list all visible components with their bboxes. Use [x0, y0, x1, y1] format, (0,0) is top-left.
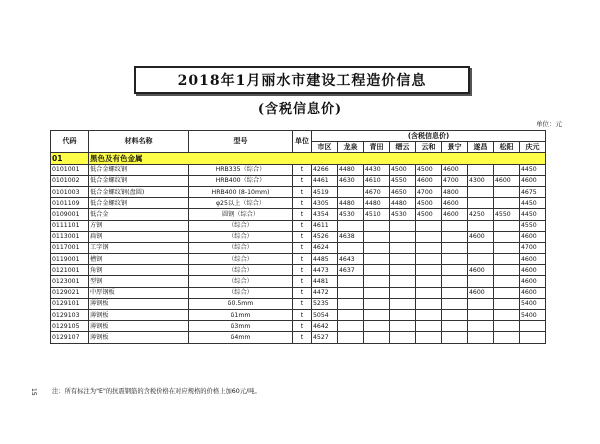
row-code: 0129021	[51, 287, 89, 298]
header-region: 景宁	[442, 142, 468, 153]
price-cell	[468, 242, 494, 253]
row-spec: （综合）	[189, 231, 293, 242]
row-unit: t	[293, 310, 312, 321]
price-cell	[468, 254, 494, 265]
row-spec: （综合）	[189, 220, 293, 231]
row-spec: （综合）	[189, 242, 293, 253]
row-code: 0101109	[51, 198, 89, 209]
price-cell	[364, 276, 390, 287]
price-cell	[494, 276, 520, 287]
price-cell	[416, 254, 442, 265]
row-spec: 圆钢（综合）	[189, 209, 293, 220]
row-material-name: 低合金	[89, 209, 189, 220]
price-cell	[338, 287, 364, 298]
price-cell	[442, 276, 468, 287]
price-cell: 4600	[520, 287, 546, 298]
price-cell	[442, 265, 468, 276]
price-cell: 4550	[494, 209, 520, 220]
price-cell: 4700	[520, 242, 546, 253]
header-region: 云和	[416, 142, 442, 153]
price-cell: 4473	[312, 265, 338, 276]
price-cell: 4550	[390, 175, 416, 186]
price-cell: 4500	[416, 209, 442, 220]
price-cell	[468, 198, 494, 209]
table-row	[51, 220, 546, 231]
row-unit: t	[293, 198, 312, 209]
price-cell	[442, 332, 468, 343]
price-cell	[390, 310, 416, 321]
price-cell	[494, 242, 520, 253]
price-cell	[468, 276, 494, 287]
row-unit: t	[293, 287, 312, 298]
price-cell: 4700	[416, 186, 442, 197]
price-cell	[416, 276, 442, 287]
price-cell: 4642	[312, 321, 338, 332]
row-code: 0101001	[51, 164, 89, 175]
price-cell	[494, 254, 520, 265]
row-unit: t	[293, 186, 312, 197]
row-material-name: 低合金螺纹钢	[89, 175, 189, 186]
row-unit: t	[293, 175, 312, 186]
footnote: 注：所有标注为"E"的抗震钢筋的含税价格在对应规格的价格上加60元/吨。	[52, 388, 261, 395]
price-cell: 4530	[338, 209, 364, 220]
price-cell	[364, 265, 390, 276]
price-cell	[390, 276, 416, 287]
table-row	[51, 310, 546, 321]
row-material-name: 型钢	[89, 276, 189, 287]
price-cell	[390, 321, 416, 332]
price-cell: 4800	[442, 186, 468, 197]
price-cell: 4675	[520, 186, 546, 197]
header-row-1	[51, 131, 546, 142]
row-material-name: 薄钢板	[89, 332, 189, 343]
price-cell	[364, 310, 390, 321]
price-cell: 4643	[338, 254, 364, 265]
header-price-group: (含税信息价)	[312, 131, 546, 142]
price-cell	[494, 332, 520, 343]
header-region: 缙云	[390, 142, 416, 153]
price-cell	[494, 265, 520, 276]
price-cell	[520, 332, 546, 343]
price-cell: 4600	[520, 254, 546, 265]
price-cell: 4650	[390, 186, 416, 197]
row-unit: t	[293, 209, 312, 220]
row-code: 0129101	[51, 298, 89, 309]
table-row	[51, 321, 546, 332]
price-cell: 4500	[416, 198, 442, 209]
price-cell	[468, 186, 494, 197]
price-cell	[468, 298, 494, 309]
price-cell	[364, 298, 390, 309]
price-cell: 4550	[520, 220, 546, 231]
row-spec: δ3mm	[189, 321, 293, 332]
price-cell: 4630	[338, 175, 364, 186]
price-cell	[468, 321, 494, 332]
table-row	[51, 276, 546, 287]
price-cell	[338, 321, 364, 332]
price-cell	[416, 332, 442, 343]
price-cell	[416, 298, 442, 309]
price-cell: 4500	[416, 164, 442, 175]
price-cell	[364, 242, 390, 253]
price-cell	[468, 310, 494, 321]
row-unit: t	[293, 254, 312, 265]
price-cell	[390, 231, 416, 242]
price-cell: 4600	[442, 198, 468, 209]
price-cell	[468, 164, 494, 175]
price-cell	[494, 164, 520, 175]
price-cell: 4485	[312, 254, 338, 265]
price-cell	[494, 220, 520, 231]
price-cell: 4600	[416, 175, 442, 186]
price-cell	[364, 231, 390, 242]
price-cell: 4600	[520, 276, 546, 287]
price-cell: 4500	[390, 164, 416, 175]
price-cell: 4600	[442, 209, 468, 220]
price-cell	[416, 287, 442, 298]
price-cell: 4638	[338, 231, 364, 242]
price-cell: 4480	[390, 198, 416, 209]
price-cell: 4480	[338, 198, 364, 209]
price-cell: 4600	[468, 231, 494, 242]
header-unit: 单位	[293, 131, 312, 153]
price-cell: 5054	[312, 310, 338, 321]
unit-label: 单位：元	[536, 120, 562, 128]
header-code: 代码	[51, 131, 89, 153]
row-spec: （综合）	[189, 254, 293, 265]
price-cell	[520, 321, 546, 332]
row-unit: t	[293, 231, 312, 242]
row-spec: φ25以上（综合）	[189, 198, 293, 209]
price-cell	[468, 332, 494, 343]
price-cell	[442, 321, 468, 332]
row-material-name: 薄钢板	[89, 321, 189, 332]
row-spec: δ1mm	[189, 310, 293, 321]
price-cell: 4637	[338, 265, 364, 276]
price-cell	[364, 332, 390, 343]
header-region: 遂昌	[468, 142, 494, 153]
price-cell: 4480	[338, 164, 364, 175]
row-unit: t	[293, 242, 312, 253]
document-title	[134, 66, 470, 94]
price-cell: 4611	[312, 220, 338, 231]
row-spec: HRB335（综合）	[189, 164, 293, 175]
price-cell	[442, 242, 468, 253]
price-cell: 4527	[312, 332, 338, 343]
row-code: 0129107	[51, 332, 89, 343]
category-code: 01	[51, 153, 89, 164]
price-cell: 4354	[312, 209, 338, 220]
row-code: 0121001	[51, 265, 89, 276]
price-cell: 4700	[442, 175, 468, 186]
row-spec: δ4mm	[189, 332, 293, 343]
row-spec: （综合）	[189, 276, 293, 287]
price-cell: 4450	[520, 164, 546, 175]
row-code: 0111101	[51, 220, 89, 231]
price-cell: 4624	[312, 242, 338, 253]
document-subtitle: (含税信息价)	[257, 102, 343, 117]
row-code: 0129105	[51, 321, 89, 332]
row-unit: t	[293, 332, 312, 343]
table-row	[51, 175, 546, 186]
row-spec: δ0.5mm	[189, 298, 293, 309]
price-cell	[416, 220, 442, 231]
row-code: 0101002	[51, 175, 89, 186]
price-table	[50, 130, 546, 344]
table-row	[51, 164, 546, 175]
price-cell: 4250	[468, 209, 494, 220]
price-cell	[442, 298, 468, 309]
price-cell: 4481	[312, 276, 338, 287]
row-unit: t	[293, 164, 312, 175]
price-cell: 4450	[520, 198, 546, 209]
price-cell	[364, 321, 390, 332]
price-cell: 4450	[520, 209, 546, 220]
price-cell	[416, 265, 442, 276]
price-cell	[364, 287, 390, 298]
price-cell	[494, 310, 520, 321]
table-row	[51, 332, 546, 343]
price-cell	[338, 242, 364, 253]
price-cell: 4519	[312, 186, 338, 197]
price-cell	[390, 332, 416, 343]
row-code: 0101003	[51, 186, 89, 197]
row-material-name: 槽钢	[89, 254, 189, 265]
price-cell	[442, 220, 468, 231]
price-cell: 4600	[468, 265, 494, 276]
price-cell	[468, 220, 494, 231]
price-cell: 4670	[364, 186, 390, 197]
row-code: 0119001	[51, 254, 89, 265]
table-row	[51, 265, 546, 276]
price-cell: 4600	[520, 175, 546, 186]
title-text: 2018年1月丽水市建设工程造价信息	[177, 73, 427, 89]
price-cell: 4305	[312, 198, 338, 209]
price-cell: 4480	[364, 198, 390, 209]
price-cell: 4461	[312, 175, 338, 186]
price-cell	[338, 298, 364, 309]
header-region: 庆元	[520, 142, 546, 153]
row-unit: t	[293, 265, 312, 276]
price-cell: 4510	[364, 209, 390, 220]
row-code: 0109001	[51, 209, 89, 220]
price-cell: 5235	[312, 298, 338, 309]
price-cell	[390, 265, 416, 276]
header-region: 青田	[364, 142, 390, 153]
header-region: 市区	[312, 142, 338, 153]
table-row	[51, 209, 546, 220]
price-cell: 4300	[468, 175, 494, 186]
row-code: 0123001	[51, 276, 89, 287]
price-cell	[494, 198, 520, 209]
table-row	[51, 254, 546, 265]
row-material-name: 薄钢板	[89, 310, 189, 321]
price-cell	[416, 231, 442, 242]
price-cell	[416, 310, 442, 321]
row-material-name: 工字钢	[89, 242, 189, 253]
price-cell	[364, 254, 390, 265]
table-row	[51, 231, 546, 242]
price-cell	[494, 287, 520, 298]
table-row	[51, 242, 546, 253]
row-material-name: 薄钢板	[89, 298, 189, 309]
row-material-name: 中厚钢板	[89, 287, 189, 298]
price-cell: 4526	[312, 231, 338, 242]
category-name: 黑色及有色金属	[89, 153, 546, 164]
price-cell	[338, 332, 364, 343]
price-cell	[442, 310, 468, 321]
price-cell: 4600	[520, 231, 546, 242]
row-code: 0113001	[51, 231, 89, 242]
table-row	[51, 298, 546, 309]
price-cell	[494, 231, 520, 242]
price-cell	[338, 276, 364, 287]
price-cell	[338, 220, 364, 231]
price-cell: 4266	[312, 164, 338, 175]
price-cell: 4430	[364, 164, 390, 175]
price-cell	[390, 242, 416, 253]
header-name: 材料名称	[89, 131, 189, 153]
row-spec: HRB400（综合）	[189, 175, 293, 186]
header-region: 龙泉	[338, 142, 364, 153]
price-cell	[390, 220, 416, 231]
price-cell	[416, 321, 442, 332]
price-cell: 4472	[312, 287, 338, 298]
price-cell: 4600	[520, 265, 546, 276]
price-cell	[390, 287, 416, 298]
price-cell	[390, 254, 416, 265]
price-cell	[364, 220, 390, 231]
row-code: 0117001	[51, 242, 89, 253]
category-row	[51, 153, 546, 164]
price-cell: 5400	[520, 310, 546, 321]
row-material-name: 方钢	[89, 220, 189, 231]
price-cell: 4600	[494, 175, 520, 186]
price-cell: 4610	[364, 175, 390, 186]
price-cell: 4530	[390, 209, 416, 220]
row-material-name: 低合金螺纹钢(盘圆)	[89, 186, 189, 197]
price-cell	[442, 254, 468, 265]
price-cell	[494, 321, 520, 332]
price-cell: 5400	[520, 298, 546, 309]
price-cell	[442, 231, 468, 242]
table-row	[51, 186, 546, 197]
row-spec: HRB400 (8-10mm)	[189, 186, 293, 197]
row-material-name: 低合金螺纹钢	[89, 164, 189, 175]
row-unit: t	[293, 276, 312, 287]
row-material-name: 角钢	[89, 265, 189, 276]
price-cell	[416, 242, 442, 253]
price-cell	[494, 186, 520, 197]
row-spec: （综合）	[189, 287, 293, 298]
price-table-body	[51, 153, 546, 343]
table-row	[51, 287, 546, 298]
price-cell	[338, 186, 364, 197]
price-cell	[390, 298, 416, 309]
row-material-name: 低合金螺纹钢	[89, 198, 189, 209]
price-cell	[494, 298, 520, 309]
price-cell: 4600	[442, 164, 468, 175]
price-cell	[338, 310, 364, 321]
row-unit: t	[293, 220, 312, 231]
table-row	[51, 198, 546, 209]
page-number: 15	[30, 388, 37, 396]
row-material-name: 扁钢	[89, 231, 189, 242]
row-unit: t	[293, 298, 312, 309]
header-region: 松阳	[494, 142, 520, 153]
price-cell: 4600	[468, 287, 494, 298]
header-spec: 型号	[189, 131, 293, 153]
row-spec: （综合）	[189, 265, 293, 276]
row-code: 0129103	[51, 310, 89, 321]
price-cell	[442, 287, 468, 298]
row-unit: t	[293, 321, 312, 332]
